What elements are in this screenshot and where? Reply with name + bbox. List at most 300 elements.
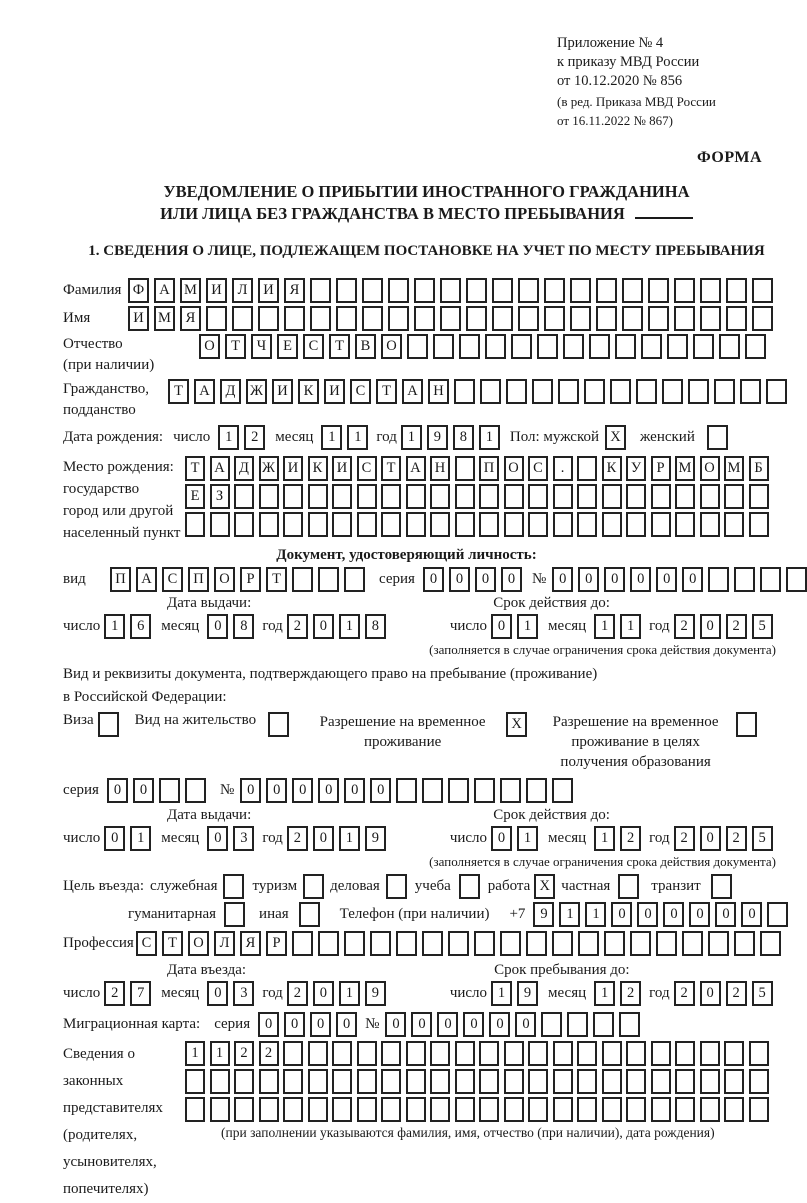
char-box: С	[136, 931, 157, 956]
char-box: 2	[234, 1041, 254, 1066]
char-box	[480, 379, 501, 404]
char-box: Н	[428, 379, 449, 404]
char-box	[602, 1069, 622, 1094]
doc-expiry-year-label: год	[649, 618, 670, 634]
patronymic-label-line1: Отчество	[63, 336, 123, 352]
char-box	[648, 278, 669, 303]
char-box	[567, 1012, 588, 1037]
char-box	[292, 567, 313, 592]
char-box	[500, 778, 521, 803]
char-box	[234, 512, 254, 537]
char-box	[422, 931, 443, 956]
char-box	[455, 1097, 475, 1122]
char-box	[700, 512, 720, 537]
char-box	[675, 484, 695, 509]
char-box	[506, 379, 527, 404]
entry-date-header: Дата въезда:	[167, 962, 247, 978]
char-box	[479, 512, 499, 537]
char-box	[749, 512, 769, 537]
birth-place-label-line2: государство	[63, 481, 140, 497]
char-box: Я	[284, 278, 305, 303]
purpose-business-label: деловая	[330, 878, 380, 894]
char-box: 0	[741, 902, 762, 927]
char-box: 5	[752, 614, 773, 639]
char-box: 0	[475, 567, 496, 592]
purpose-business-checkbox	[386, 874, 407, 899]
representatives-cells-row3	[185, 1097, 769, 1122]
char-box	[726, 306, 747, 331]
char-box	[724, 1097, 744, 1122]
birth-day-label: число	[173, 429, 211, 445]
phone-prefix: +7	[509, 906, 526, 922]
patronymic-cells	[199, 334, 766, 359]
char-box	[357, 1041, 377, 1066]
char-box: 0	[284, 1012, 305, 1037]
char-box	[648, 306, 669, 331]
header-note	[557, 34, 790, 129]
doc-expiry-month-label: месяц	[548, 618, 587, 634]
birth-place-rows	[185, 456, 769, 540]
char-box	[332, 1069, 352, 1094]
char-box: И	[128, 306, 149, 331]
purpose-label: Цель въезда:	[63, 878, 144, 894]
char-box: 9	[427, 425, 448, 450]
char-box	[504, 1097, 524, 1122]
char-box	[440, 278, 461, 303]
purpose-official-label: служебная	[149, 878, 218, 894]
form-title	[63, 181, 790, 225]
char-box: 2	[244, 425, 265, 450]
doc-issue-year-cells	[287, 614, 386, 639]
char-box	[602, 512, 622, 537]
char-box: Я	[240, 931, 261, 956]
char-box	[492, 278, 513, 303]
birth-place-label-line3: город или другой	[63, 503, 174, 519]
char-box	[492, 306, 513, 331]
char-box	[466, 306, 487, 331]
char-box	[593, 1012, 614, 1037]
char-box: 0	[240, 778, 261, 803]
citizenship-block	[63, 379, 790, 421]
firstname-cells	[128, 306, 773, 331]
char-box: 8	[233, 614, 254, 639]
char-box: Ф	[128, 278, 149, 303]
char-box	[786, 567, 807, 592]
char-box	[455, 512, 475, 537]
char-box	[430, 1041, 450, 1066]
char-box	[259, 484, 279, 509]
char-box: 1	[130, 826, 151, 851]
residence-date-headers	[63, 807, 790, 824]
char-box: 9	[533, 902, 554, 927]
char-box	[760, 567, 781, 592]
char-box	[414, 278, 435, 303]
char-box: 0	[611, 902, 632, 927]
char-box: П	[110, 567, 131, 592]
char-box: 1	[517, 826, 538, 851]
char-box	[577, 484, 597, 509]
char-box	[630, 931, 651, 956]
char-box: И	[258, 278, 279, 303]
char-box: 1	[185, 1041, 205, 1066]
char-box	[234, 1069, 254, 1094]
char-box	[259, 1069, 279, 1094]
char-box	[185, 1069, 205, 1094]
char-box: 0	[107, 778, 128, 803]
char-box	[407, 334, 428, 359]
char-box	[724, 512, 744, 537]
char-box	[357, 512, 377, 537]
doc-series-cells	[423, 567, 522, 592]
residence-expiry-year-label: год	[649, 830, 670, 846]
char-box	[577, 456, 597, 481]
note-line-4: (в ред. Приказа МВД России	[557, 94, 716, 109]
char-box	[504, 1041, 524, 1066]
residence-doc-line2: в Российской Федерации:	[63, 689, 227, 705]
patronymic-label	[63, 334, 199, 376]
stay-until-year-label: год	[649, 985, 670, 1001]
char-box	[455, 1069, 475, 1094]
doc-expiry-day-cells	[491, 614, 538, 639]
char-box: 0	[700, 826, 721, 851]
char-box: 1	[347, 425, 368, 450]
temporary-residence-education-checkbox	[736, 712, 757, 737]
char-box	[185, 778, 206, 803]
temporary-residence-checkbox: X	[506, 712, 527, 737]
profession-row	[63, 931, 790, 956]
char-box	[544, 278, 565, 303]
char-box	[406, 1041, 426, 1066]
char-box	[526, 931, 547, 956]
residence-issue-month-cells	[207, 826, 254, 851]
doc-date-headers	[63, 595, 790, 612]
residence-expiry-day-cells	[491, 826, 538, 851]
char-box: 1	[339, 614, 360, 639]
char-box	[528, 484, 548, 509]
char-box	[700, 1041, 720, 1066]
residence-number-label: №	[219, 782, 235, 798]
char-box: Р	[240, 567, 261, 592]
char-box	[210, 1097, 230, 1122]
char-box	[396, 778, 417, 803]
char-box: С	[303, 334, 324, 359]
char-box	[752, 278, 773, 303]
char-box: Ж	[246, 379, 267, 404]
gender-female-label: женский	[640, 429, 695, 445]
char-box	[292, 931, 313, 956]
char-box: 1	[491, 981, 512, 1006]
patronymic-label-line2: (при наличии)	[63, 357, 155, 373]
char-box	[749, 484, 769, 509]
residence-options-row	[63, 712, 790, 772]
visa-option-label: Виза	[63, 712, 94, 728]
char-box: 0	[104, 826, 125, 851]
char-box: 0	[207, 826, 228, 851]
char-box: 0	[292, 778, 313, 803]
birth-date-label: Дата рождения:	[63, 429, 164, 445]
char-box	[210, 512, 230, 537]
representatives-rows	[185, 1041, 769, 1142]
char-box	[714, 379, 735, 404]
char-box: Т	[381, 456, 401, 481]
purpose-study-label: учеба	[414, 878, 451, 894]
char-box	[604, 931, 625, 956]
char-box	[708, 931, 729, 956]
doc-number-label: №	[531, 571, 547, 587]
char-box	[584, 379, 605, 404]
char-box	[344, 931, 365, 956]
char-box: М	[154, 306, 175, 331]
char-box	[336, 278, 357, 303]
char-box	[332, 484, 352, 509]
char-box: 0	[313, 826, 334, 851]
char-box: И	[324, 379, 345, 404]
stay-until-group	[450, 981, 773, 1006]
char-box: 0	[715, 902, 736, 927]
char-box	[577, 1041, 597, 1066]
char-box	[537, 334, 558, 359]
char-box	[651, 1041, 671, 1066]
char-box: А	[136, 567, 157, 592]
char-box: 1	[339, 981, 360, 1006]
char-box	[344, 567, 365, 592]
char-box	[283, 1069, 303, 1094]
char-box	[308, 1097, 328, 1122]
char-box: С	[162, 567, 183, 592]
char-box: И	[272, 379, 293, 404]
char-box: 2	[620, 981, 641, 1006]
char-box: 0	[578, 567, 599, 592]
char-box	[577, 1069, 597, 1094]
char-box	[651, 484, 671, 509]
char-box	[159, 778, 180, 803]
char-box: 0	[437, 1012, 458, 1037]
doc-series-label: серия	[379, 571, 415, 587]
char-box	[700, 278, 721, 303]
char-box: Я	[180, 306, 201, 331]
char-box	[553, 484, 573, 509]
purpose-humanitarian-label: гуманитарная	[128, 906, 217, 922]
char-box	[448, 931, 469, 956]
doc-kind-cells	[110, 567, 365, 592]
char-box	[656, 931, 677, 956]
char-box: 3	[233, 981, 254, 1006]
char-box: 2	[287, 981, 308, 1006]
char-box	[674, 306, 695, 331]
char-box: Ж	[259, 456, 279, 481]
char-box	[185, 1097, 205, 1122]
purpose-tourism-checkbox	[303, 874, 324, 899]
doc-issue-year-label: год	[262, 618, 283, 634]
char-box	[318, 931, 339, 956]
char-box: Р	[651, 456, 671, 481]
char-box: 0	[700, 614, 721, 639]
char-box: П	[479, 456, 499, 481]
char-box	[662, 379, 683, 404]
char-box	[511, 334, 532, 359]
char-box: 0	[515, 1012, 536, 1037]
char-box: 9	[365, 981, 386, 1006]
char-box: 0	[491, 826, 512, 851]
char-box: 1	[321, 425, 342, 450]
char-box	[318, 567, 339, 592]
char-box: 9	[517, 981, 538, 1006]
char-box	[284, 306, 305, 331]
char-box	[310, 306, 331, 331]
doc-expiry-year-cells	[674, 614, 773, 639]
char-box	[626, 484, 646, 509]
purpose-work-checkbox: X	[534, 874, 555, 899]
stay-until-year-cells	[674, 981, 773, 1006]
residence-permit-label: Вид на жительство	[134, 712, 257, 728]
char-box	[596, 306, 617, 331]
residence-issue-year-label: год	[262, 830, 283, 846]
char-box: Р	[266, 931, 287, 956]
birth-day-cells	[218, 425, 265, 450]
char-box	[719, 334, 740, 359]
purpose-row2-phone-row	[63, 902, 790, 927]
char-box	[455, 484, 475, 509]
char-box	[734, 931, 755, 956]
char-box: 1	[585, 902, 606, 927]
char-box: 0	[313, 614, 334, 639]
birth-place-block	[63, 456, 790, 544]
char-box	[234, 1097, 254, 1122]
char-box: 0	[663, 902, 684, 927]
representatives-label-line1: Сведения о	[63, 1046, 135, 1062]
char-box: О	[504, 456, 524, 481]
doc-number-cells	[552, 567, 807, 592]
char-box: 0	[370, 778, 391, 803]
char-box	[455, 456, 475, 481]
char-box: 0	[689, 902, 710, 927]
stay-until-day-cells	[491, 981, 538, 1006]
char-box: 0	[463, 1012, 484, 1037]
char-box: 1	[620, 614, 641, 639]
char-box	[553, 1097, 573, 1122]
migration-card-label: Миграционная карта:	[63, 1016, 201, 1032]
char-box: 2	[726, 826, 747, 851]
char-box: 0	[258, 1012, 279, 1037]
char-box	[210, 1069, 230, 1094]
char-box	[626, 1069, 646, 1094]
char-box	[381, 512, 401, 537]
char-box	[414, 306, 435, 331]
char-box: 0	[449, 567, 470, 592]
purpose-humanitarian-checkbox	[224, 902, 245, 927]
char-box	[526, 778, 547, 803]
char-box	[552, 931, 573, 956]
char-box: 0	[344, 778, 365, 803]
residence-series-row	[63, 778, 790, 803]
doc-expiry-day-label: число	[449, 618, 488, 634]
char-box: .	[553, 456, 573, 481]
char-box	[332, 1097, 352, 1122]
note-line-2: к приказу МВД России	[557, 54, 700, 70]
char-box	[578, 931, 599, 956]
char-box: 1	[594, 614, 615, 639]
migration-series-cells	[258, 1012, 357, 1037]
char-box	[734, 567, 755, 592]
char-box	[259, 1097, 279, 1122]
doc-issue-day-label: число	[63, 618, 101, 634]
birth-month-label: месяц	[275, 429, 314, 445]
char-box	[381, 484, 401, 509]
char-box: С	[528, 456, 548, 481]
form-title-line2-text: ИЛИ ЛИЦА БЕЗ ГРАЖДАНСТВА В МЕСТО ПРЕБЫВАНИЯ	[160, 204, 625, 223]
char-box	[479, 484, 499, 509]
char-box	[760, 931, 781, 956]
representatives-label-line4: (родителях,	[63, 1127, 138, 1143]
purpose-row	[63, 874, 790, 899]
doc-issue-day-cells	[104, 614, 151, 639]
char-box: 0	[700, 981, 721, 1006]
purpose-private-checkbox	[618, 874, 639, 899]
doc-issue-month-label: месяц	[161, 618, 200, 634]
char-box: Т	[225, 334, 246, 359]
birth-place-label-line4: населенный пункт	[63, 525, 181, 541]
char-box	[528, 1069, 548, 1094]
char-box: 2	[104, 981, 125, 1006]
char-box	[504, 512, 524, 537]
char-box: О	[214, 567, 235, 592]
char-box	[749, 1041, 769, 1066]
char-box	[674, 278, 695, 303]
char-box: 1	[339, 826, 360, 851]
char-box	[206, 306, 227, 331]
char-box: 0	[630, 567, 651, 592]
note-line-5: от 16.11.2022 № 867)	[557, 113, 674, 128]
char-box: 2	[726, 614, 747, 639]
residence-issue-year-cells	[287, 826, 386, 851]
purpose-study-checkbox	[459, 874, 480, 899]
char-box	[724, 1041, 744, 1066]
char-box: С	[357, 456, 377, 481]
doc-kind-label: вид	[63, 571, 86, 587]
char-box	[357, 1069, 377, 1094]
char-box: 0	[385, 1012, 406, 1037]
title-underline	[635, 217, 693, 219]
char-box: 0	[604, 567, 625, 592]
char-box: 0	[552, 567, 573, 592]
migration-number-cells	[385, 1012, 640, 1037]
entry-day-label: число	[63, 985, 101, 1001]
char-box	[615, 334, 636, 359]
citizenship-cells	[168, 379, 787, 404]
char-box: О	[199, 334, 220, 359]
char-box: А	[402, 379, 423, 404]
char-box: Б	[749, 456, 769, 481]
visa-checkbox	[98, 712, 119, 737]
birth-year-cells	[401, 425, 500, 450]
char-box	[700, 1097, 720, 1122]
doc-expiry-group	[450, 614, 773, 639]
char-box	[466, 278, 487, 303]
char-box: Т	[185, 456, 205, 481]
char-box	[283, 512, 303, 537]
char-box	[259, 512, 279, 537]
birth-month-cells	[321, 425, 368, 450]
char-box: 2	[674, 981, 695, 1006]
residence-issue-day-label: число	[63, 830, 101, 846]
char-box: А	[406, 456, 426, 481]
citizenship-label	[63, 379, 168, 421]
char-box	[766, 379, 787, 404]
representatives-label	[63, 1041, 185, 1203]
char-box	[558, 379, 579, 404]
doc-expiry-header: Срок действия до:	[493, 595, 610, 611]
char-box: М	[675, 456, 695, 481]
